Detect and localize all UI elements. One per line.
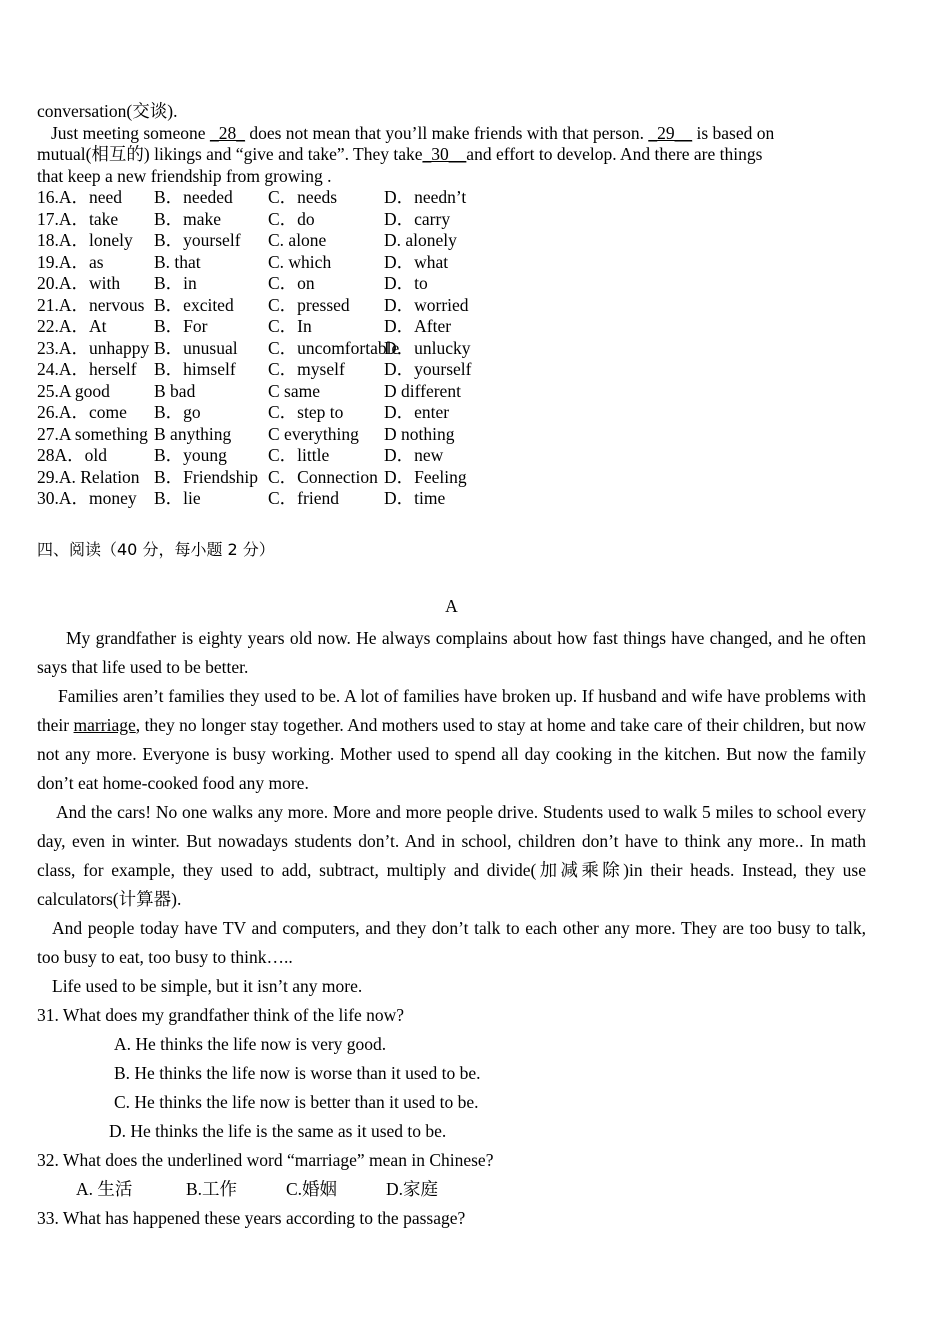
option-choice: C．step to — [268, 402, 344, 422]
cloze-text: is based on — [692, 122, 775, 143]
option-choice: D．time — [384, 488, 446, 508]
option-choice: C. alone — [268, 230, 327, 250]
blank-30: _30__ — [422, 144, 467, 164]
option-choice: D．to — [384, 273, 428, 293]
document-page — [37, 101, 866, 1233]
cloze-text: does not mean that you’ll make friends with that person. — [244, 122, 649, 143]
option-choice: C．myself — [268, 359, 345, 379]
option-row — [37, 316, 866, 338]
option-choice: 16.A．need — [37, 187, 123, 207]
option-choice: C．Connection — [268, 466, 378, 487]
option-choice: 19.A．as — [37, 251, 104, 272]
option-choice: D．needn’t — [384, 187, 467, 207]
option-choice: B．himself — [154, 359, 236, 379]
passage-paragraph: My grandfather is eighty years old now. He always complains about how fast things have changed, and he often says that life used to be better. — [37, 627, 866, 677]
passage-paragraph: And people today have TV and computers, and they don’t talk to each other any more. They are too busy to talk, too busy to eat, too busy to think….. — [37, 917, 866, 967]
cloze-line-3: that keep a new friendship from growing . — [37, 165, 332, 186]
question-32: 32. What does the underlined word “marriage” mean in Chinese? — [37, 1149, 494, 1170]
option-choice: D．what — [384, 251, 449, 272]
passage-paragraph: Life used to be simple, but it isn’t any more. — [52, 975, 363, 996]
passage-paragraph: Families aren’t families they used to be. A lot of families have broken up. If husband and wife have problems with their marriage, they no longer stay together. And mothers used to stay at home and take care of their children, but now not any more. Everyone is busy working. Mother used to spend all day cooking in the kitchen. But now the family don’t eat home-cooked food any more. — [37, 685, 866, 793]
option-choice: C．on — [268, 273, 315, 293]
option-choice: C. which — [268, 251, 332, 272]
option-choice: 18.A．lonely — [37, 230, 133, 250]
cloze-text: Just meeting someone — [51, 122, 210, 143]
option-choice: B．lie — [154, 488, 201, 508]
cloze-line-0: conversation(交谈). — [37, 101, 178, 121]
option-choice: C．uncomfortable — [268, 337, 400, 358]
question-33: 33. What has happened these years according to the passage? — [37, 1207, 466, 1228]
option-row — [37, 187, 866, 209]
option-choice: D．unlucky — [384, 337, 471, 358]
option-choice: D．carry — [384, 208, 451, 229]
option-choice: B．young — [154, 445, 227, 465]
option-choice: D．new — [384, 445, 444, 465]
options-list — [37, 187, 866, 510]
blank-29: _29__ — [648, 122, 693, 143]
option-choice: B．go — [154, 402, 201, 422]
passage-paragraph: And the cars! No one walks any more. More and more people drive. Students used to walk 5 miles to school every day, even in winter. But nowadays students don’t. And in school, children don’t have to think any more.. In math class, for example, they used to add, subtract, multiply and divide(加减乘除)in their heads. Instead, they use calculators(计算器). — [37, 801, 866, 909]
option-choice: C everything — [268, 423, 359, 444]
option-choice: B. that — [154, 251, 201, 272]
blank-28: _28_ — [209, 122, 245, 143]
option-choice: 24.A．herself — [37, 359, 137, 379]
option-choice: C．In — [268, 316, 312, 336]
section-heading: 四、阅读（40 分，每小题 2 分） — [37, 539, 275, 559]
question-31: 31. What does my grandfather think of the life now? — [37, 1004, 405, 1025]
option-choice: C．do — [268, 208, 315, 229]
option-row — [37, 252, 866, 274]
option-row — [37, 359, 866, 381]
underlined-word: marriage — [73, 714, 136, 735]
option-choice: 28A．old — [37, 445, 107, 465]
option-row — [37, 488, 866, 510]
option-row — [37, 445, 866, 467]
option-choice: 20.A．with — [37, 273, 121, 293]
question-31-option: C. He thinks the life now is better than it used to be. — [114, 1091, 479, 1112]
cloze-line-1 — [37, 123, 866, 145]
passage — [37, 624, 866, 1001]
option-choice: C same — [268, 380, 321, 401]
question-32-option: A. 生活 — [76, 1178, 133, 1199]
cloze-line-2 — [37, 144, 866, 166]
option-choice: D．Feeling — [384, 466, 467, 487]
option-choice: B．For — [154, 316, 208, 336]
option-choice: D．yourself — [384, 359, 472, 379]
option-row — [37, 338, 866, 360]
option-choice: B．excited — [154, 294, 234, 315]
option-choice: B．needed — [154, 187, 233, 207]
option-choice: 30.A．money — [37, 488, 137, 508]
option-choice: B．unusual — [154, 337, 238, 358]
passage-title: A — [445, 595, 458, 616]
option-row — [37, 424, 866, 446]
option-row — [37, 381, 866, 403]
option-choice: D．worried — [384, 294, 469, 315]
option-choice: B．Friendship — [154, 466, 259, 487]
option-choice: B．make — [154, 208, 222, 229]
question-32-options — [37, 1175, 866, 1204]
cloze-text: and effort to develop. And there are things — [466, 144, 763, 164]
option-choice: C．little — [268, 445, 330, 465]
option-choice: C．pressed — [268, 294, 350, 315]
option-choice: D. alonely — [384, 230, 457, 250]
option-row — [37, 209, 866, 231]
question-32-option: C.婚姻 — [286, 1178, 338, 1199]
option-row — [37, 402, 866, 424]
question-31-option: B. He thinks the life now is worse than it used to be. — [114, 1062, 481, 1083]
option-choice: B anything — [154, 423, 232, 444]
option-choice: B．yourself — [154, 230, 241, 250]
option-choice: 25.A good — [37, 380, 110, 401]
questions — [37, 1001, 866, 1233]
option-choice: C．needs — [268, 187, 338, 207]
option-choice: D nothing — [384, 423, 455, 444]
option-choice: 17.A．take — [37, 208, 119, 229]
question-32-option: D.家庭 — [386, 1178, 439, 1199]
option-choice: B bad — [154, 380, 196, 401]
option-choice: D．After — [384, 316, 452, 336]
option-choice: D different — [384, 380, 461, 401]
option-row — [37, 230, 866, 252]
option-choice: 21.A．nervous — [37, 294, 145, 315]
option-choice: 23.A．unhappy — [37, 337, 150, 358]
option-row — [37, 295, 866, 317]
option-row — [37, 467, 866, 489]
option-choice: C．friend — [268, 488, 339, 508]
cloze-passage — [37, 101, 866, 187]
option-row — [37, 273, 866, 295]
question-31-option: D. He thinks the life is the same as it used to be. — [109, 1120, 447, 1141]
question-32-option: B.工作 — [186, 1178, 238, 1199]
option-choice: 29.A. Relation — [37, 466, 140, 487]
option-choice: 22.A．At — [37, 316, 107, 336]
cloze-text: mutual(相互的) likings and “give and take”. They take — [37, 144, 423, 164]
option-choice: B．in — [154, 273, 197, 293]
option-choice: 27.A something — [37, 423, 148, 444]
option-choice: 26.A．come — [37, 402, 127, 422]
question-31-option: A. He thinks the life now is very good. — [114, 1033, 387, 1054]
option-choice: D．enter — [384, 402, 450, 422]
